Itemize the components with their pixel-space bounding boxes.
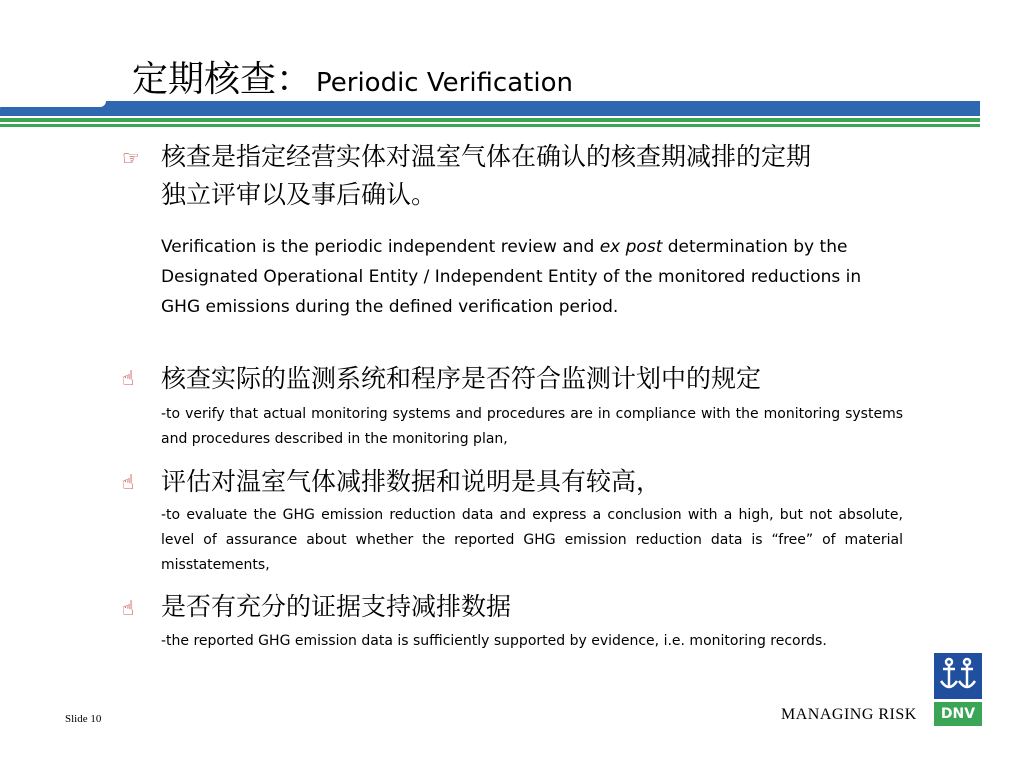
hand-bullet-icon: ☝ (122, 366, 135, 390)
item-1-cn-line1: 核查是指定经营实体对温室气体在确认的核查期减排的定期 (161, 142, 812, 171)
logo-emblem (934, 653, 982, 699)
header-rule-notch (0, 101, 106, 107)
item-4-en: -the reported GHG emission data is sufficiently supported by evidence, i.e. monitoring records. (161, 633, 827, 649)
item-1-en (161, 232, 903, 322)
item-4-cn: 是否有充分的证据支持减排数据 (161, 592, 512, 621)
item-1-en-post: determination by the Designated Operational Entity / Independent Entity of the monitored reductions in GHG emissions during the defined verification period. (161, 237, 862, 317)
header-rule-green-thin (0, 124, 980, 127)
logo-text: DNV (940, 706, 976, 722)
anchor-icon (934, 653, 982, 699)
slide-title-en: Periodic Verification (316, 68, 573, 98)
item-2-cn: 核查实际的监测系统和程序是否符合监测计划中的规定 (161, 364, 762, 393)
item-3-cn: 评估对温室气体减排数据和说明是具有较高， (161, 467, 662, 496)
slide-title-cn: 定期核查： (132, 59, 313, 100)
header-rule-blue (0, 101, 980, 116)
item-1-cn-line2: 独立评审以及事后确认。 (161, 180, 437, 209)
pointing-hand-icon: ☞ (122, 146, 140, 170)
hand-bullet-icon: ☝ (122, 596, 135, 620)
logo-wordmark (934, 702, 982, 726)
header-rule-green (0, 118, 980, 122)
slide-title (132, 58, 573, 105)
item-1-en-italic: ex post (599, 237, 663, 257)
tagline: MANAGING RISK (781, 706, 917, 723)
item-1-en-pre: Verification is the periodic independent review and (161, 237, 600, 257)
item-3-en: -to evaluate the GHG emission reduction data and express a conclusion with a high, but not absolute, level of assurance about whether the reported GHG emission reduction data is “free” of material misstatements, (161, 507, 903, 573)
slide-number: Slide 10 (65, 713, 102, 725)
hand-bullet-icon: ☝ (122, 470, 135, 494)
item-2-en: -to verify that actual monitoring systems and procedures are in compliance with the monitoring systems and procedures described in the monitoring plan, (161, 406, 903, 447)
